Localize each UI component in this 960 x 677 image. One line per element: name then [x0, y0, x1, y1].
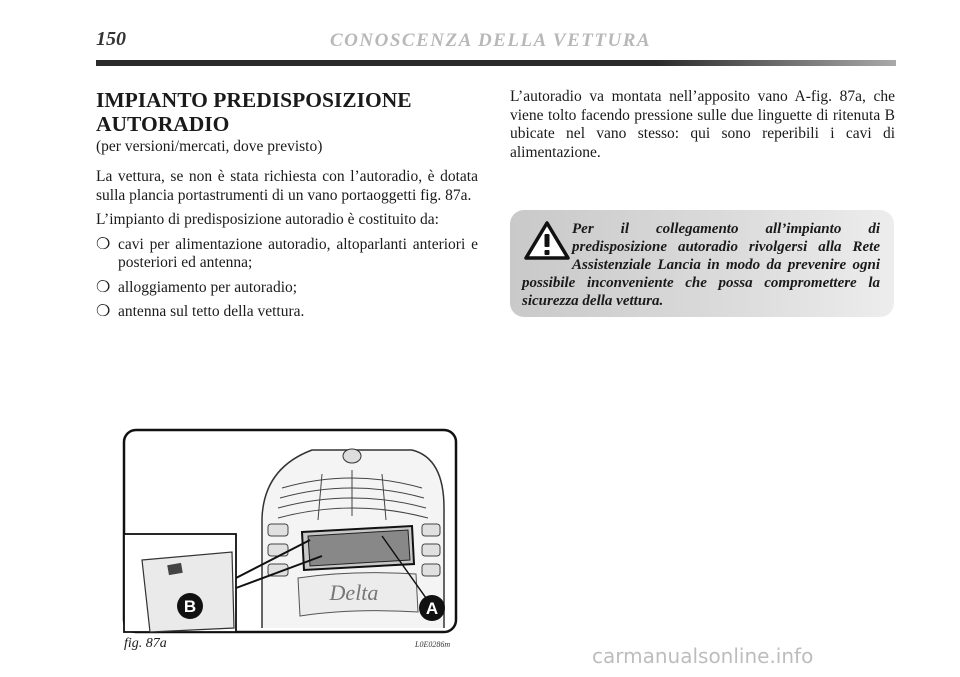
left-column [96, 88, 478, 328]
running-title: CONOSCENZA DELLA VETTURA [330, 30, 652, 51]
system-paragraph: L’impianto di predisposizione autoradio è costituito da: [96, 211, 439, 228]
section-title-line2: AUTORADIO [96, 112, 230, 136]
bullet-circle-icon: ❍ [96, 303, 111, 320]
list-item: ❍ antenna sul tetto della vettura. [96, 303, 305, 320]
callout-b-label: B [183, 597, 197, 616]
component-list [96, 236, 478, 322]
install-paragraph: L’autoradio va montata nell’apposito vano A-fig. 87a, che viene tolto facendo pressione sulle due linguette di ritenuta B ubicate nel vano stesso: qui sono reperibili i cavi di alimentazione. [510, 88, 895, 161]
bullet-circle-icon: ❍ [96, 278, 111, 296]
list-item: ❍ alloggiamento per autoradio; [96, 278, 298, 296]
figure-87a [122, 428, 458, 634]
section-subtitle: (per versioni/mercati, dove previsto) [96, 138, 323, 155]
callout-a-label: A [425, 599, 439, 618]
figure-caption: fig. 87a [124, 636, 167, 651]
header-rule [96, 60, 896, 66]
warning-box [510, 210, 894, 317]
section-title-line1: IMPIANTO PREDISPOSIZIONE [96, 88, 412, 112]
warning-text-block [522, 220, 880, 310]
right-column [510, 88, 895, 168]
section-title [96, 88, 478, 136]
bullet-circle-icon: ❍ [96, 235, 111, 253]
figure-code: L0E0286m [415, 640, 451, 649]
list-item: ❍ cavi per alimentazione autoradio, altoparlanti anteriori e posteriori ed antenna; [96, 235, 478, 271]
delta-script-logo: Delta [329, 580, 379, 605]
watermark: carmanualsonline.info [592, 644, 814, 668]
intro-paragraph: La vettura, se non è stata richiesta con l’autoradio, è dotata sulla plancia portastrumenti di un vano portaoggetti fig. 87a. [96, 168, 478, 204]
warning-text: Per il collegamento all’impianto di predisposizione autoradio rivolgersi alla Rete Assistenziale Lancia in modo da prevenire ogni possibile inconveniente che possa compromettere la sicurezza della vettura. [522, 221, 880, 309]
page-number: 150 [96, 28, 126, 50]
dashboard-illustration [122, 428, 458, 634]
